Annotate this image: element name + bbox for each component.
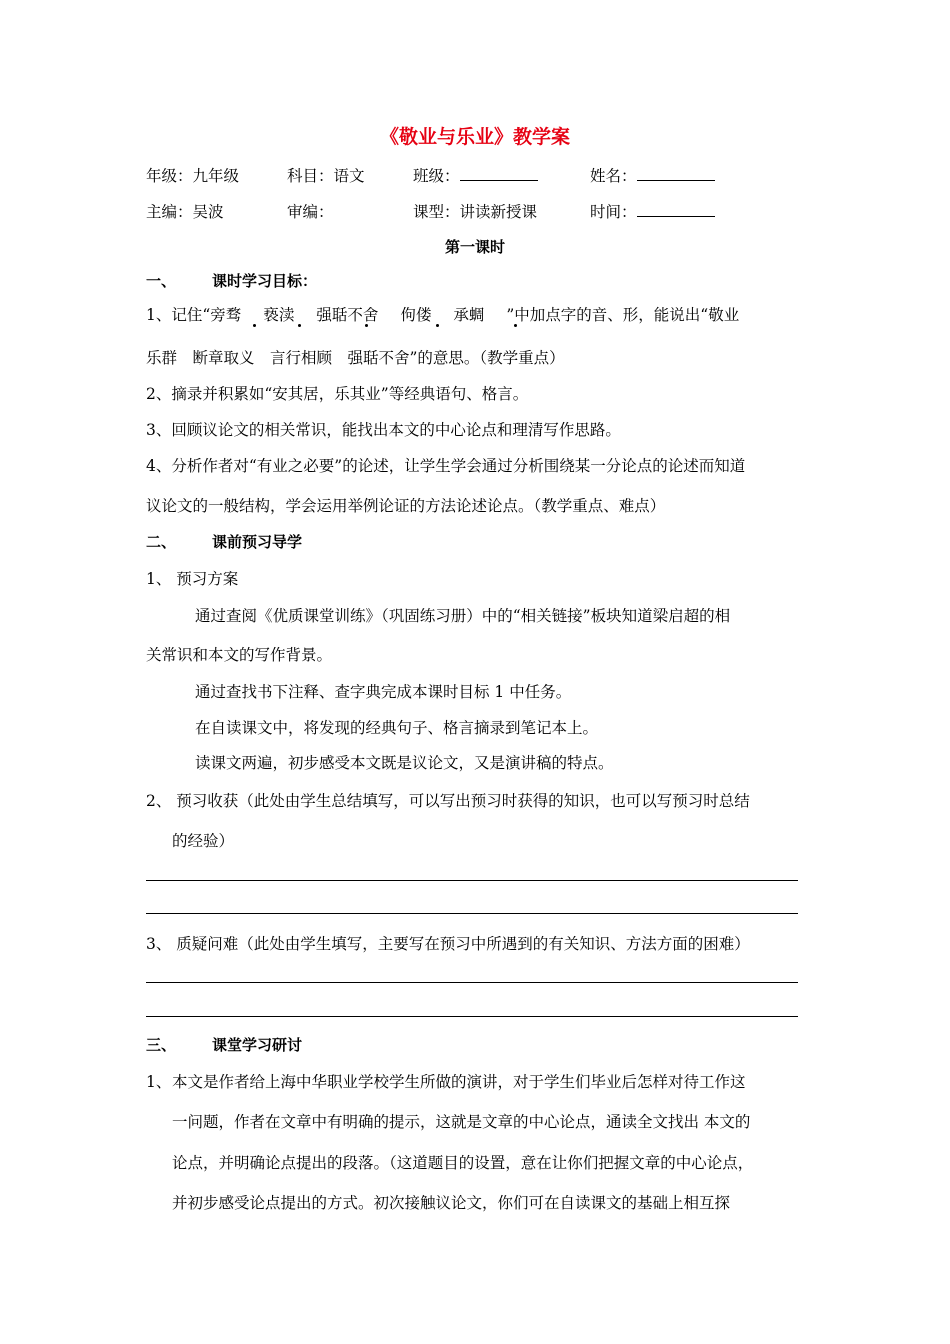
emphasis-dot bbox=[253, 324, 256, 327]
time-blank[interactable] bbox=[637, 200, 715, 217]
objective-2: 2、摘录并积累如“安其居，乐其业”等经典语句、格言。 bbox=[146, 385, 529, 403]
objective-1-prefix: 1、记住“ bbox=[146, 306, 211, 324]
class-blank[interactable] bbox=[460, 164, 538, 181]
discussion-item-1-line-2: 一问题，作者在文章中有明确的提示，这就是文章的中心论点，通读全文找出 本文的 bbox=[172, 1113, 751, 1131]
objective-4-line-1: 4、分析作者对“有业之必要”的论述，让学生学会通过分析围绕某一分论点的论述而知道 bbox=[146, 457, 746, 475]
editor-field: 主编：吴波 bbox=[146, 203, 224, 221]
preview-plan-paragraph-4: 读课文两遍，初步感受本文既是议论文，又是演讲稿的特点。 bbox=[195, 754, 614, 772]
vocab-word: 强聒不舍 bbox=[316, 306, 379, 324]
objective-1-suffix: ”中加点字的音、形，能说出“敬业 bbox=[506, 306, 740, 324]
preview-plan-heading: 1、 预习方案 bbox=[146, 570, 239, 588]
preview-plan-paragraph-1-line-2: 关常识和本文的写作背景。 bbox=[146, 646, 333, 664]
preview-plan-paragraph-1-line-1: 通过查阅《优质课堂训练》（巩固练习册）中的“相关链接”板块知道梁启超的相 bbox=[195, 607, 731, 625]
name-field bbox=[590, 164, 715, 186]
discussion-item-1-line-3: 论点，并明确论点提出的段落。（这道题目的设置，意在让你们把握文章的中心论点， bbox=[172, 1154, 754, 1172]
section-2-title: 课前预习导学 bbox=[212, 533, 303, 551]
section-1-title: 课时学习目标： bbox=[212, 272, 318, 290]
answer-line[interactable] bbox=[146, 880, 798, 881]
section-3-heading bbox=[146, 1034, 302, 1055]
vocab-word: 亵渎 bbox=[263, 306, 295, 324]
vocab-word: 承蜩 bbox=[453, 306, 485, 324]
preview-plan-paragraph-2: 通过查找书下注释、查字典完成本课时目标 1 中任务。 bbox=[195, 683, 572, 701]
preview-gains-line-2: 的经验） bbox=[172, 832, 235, 850]
time-field bbox=[590, 200, 715, 222]
objective-4-line-2: 议论文的一般结构，学会运用举例论证的方法论述论点。（教学重点、难点） bbox=[146, 497, 666, 515]
class-label: 班级： bbox=[413, 167, 460, 185]
section-1-heading bbox=[146, 270, 317, 291]
emphasis-dot bbox=[514, 324, 517, 327]
objective-1-line-1 bbox=[146, 303, 739, 325]
objective-3: 3、回顾议论文的相关常识，能找出本文的中心论点和理清写作思路。 bbox=[146, 421, 621, 439]
section-2-heading bbox=[146, 531, 302, 552]
class-field bbox=[413, 164, 538, 186]
discussion-item-1-line-1: 本文是作者给上海中华职业学校学生所做的演讲，对于学生们毕业后怎样对待工作这 bbox=[172, 1073, 746, 1091]
name-blank[interactable] bbox=[637, 164, 715, 181]
answer-line[interactable] bbox=[146, 1016, 798, 1017]
time-label: 时间： bbox=[590, 203, 637, 221]
subject-field: 科目：语文 bbox=[287, 167, 365, 185]
section-2-number: 二、 bbox=[146, 533, 177, 551]
vocab-word: 佝偻 bbox=[400, 306, 432, 324]
preview-plan-paragraph-3: 在自读课文中，将发现的经典句子、格言摘录到笔记本上。 bbox=[195, 719, 599, 737]
questions-heading: 3、 质疑问难（此处由学生填写，主要写在预习中所遇到的有关知识、方法方面的困难） bbox=[146, 935, 750, 953]
grade-field: 年级：九年级 bbox=[146, 167, 240, 185]
emphasis-dot bbox=[436, 324, 439, 327]
document-title: 《敬业与乐业》教学案 bbox=[379, 126, 570, 148]
section-3-number: 三、 bbox=[146, 1036, 177, 1054]
answer-line[interactable] bbox=[146, 982, 798, 983]
emphasis-dot bbox=[298, 324, 301, 327]
reviewer-field: 审编： bbox=[287, 203, 334, 221]
lesson-type-field: 课型：讲读新授课 bbox=[413, 203, 538, 221]
discussion-item-1-number: 1、 bbox=[146, 1073, 172, 1091]
section-1-number: 一、 bbox=[146, 272, 177, 290]
emphasis-dot bbox=[365, 324, 368, 327]
objective-1-line-2: 乐群 断章取义 言行相顾 强聒不舍”的意思。（教学重点） bbox=[146, 349, 565, 367]
period-heading: 第一课时 bbox=[444, 238, 505, 256]
discussion-item-1-line-4: 并初步感受论点提出的方式。初次接触议论文，你们可在自读课文的基础上相互探 bbox=[172, 1194, 731, 1212]
answer-line[interactable] bbox=[146, 913, 798, 914]
name-label: 姓名： bbox=[590, 167, 637, 185]
vocab-word: 旁骛 bbox=[210, 306, 242, 324]
preview-gains-line-1: 2、 预习收获（此处由学生总结填写，可以写出预习时获得的知识，也可以写预习时总结 bbox=[146, 792, 750, 810]
section-3-title: 课堂学习研讨 bbox=[212, 1036, 303, 1054]
